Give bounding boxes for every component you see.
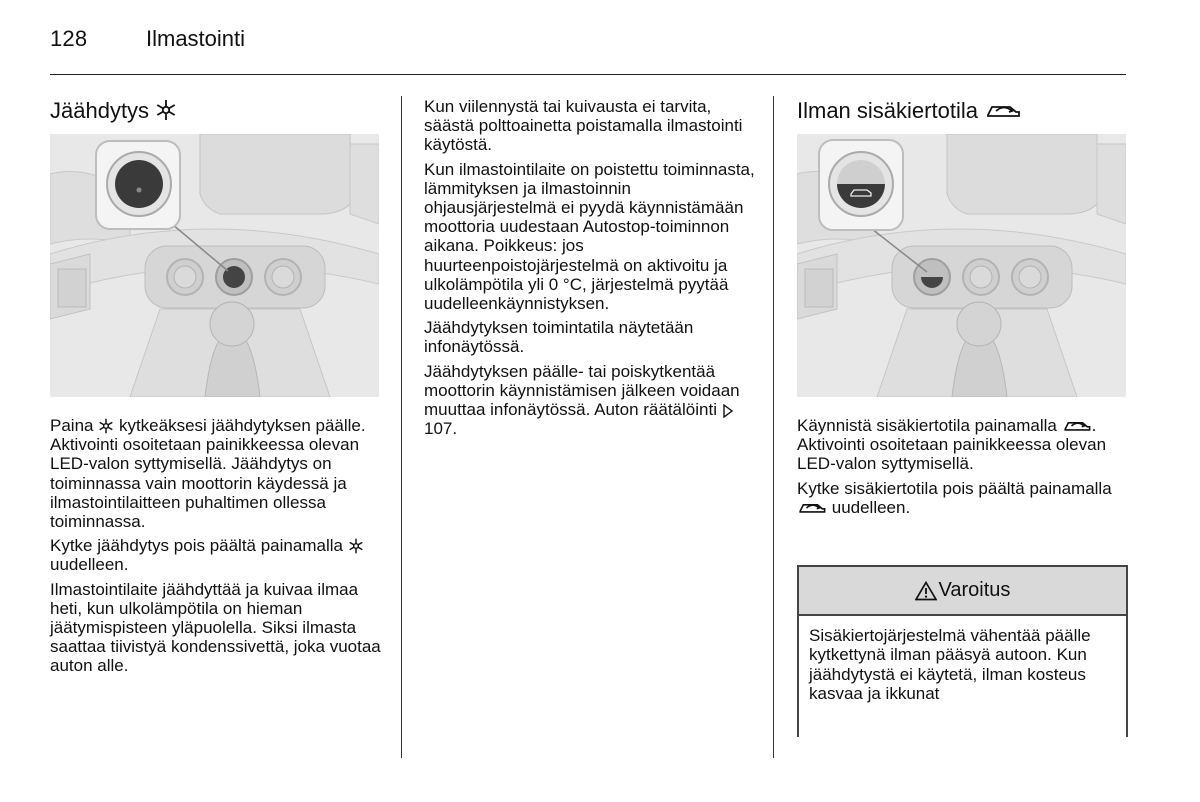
snowflake-icon bbox=[98, 418, 114, 434]
column-1-text bbox=[50, 416, 384, 681]
column-divider-left bbox=[401, 96, 402, 758]
chapter-title: Ilmastointi bbox=[146, 26, 246, 51]
illustration-cooling-button bbox=[50, 134, 379, 397]
text-run: Jäähdytyksen päälle- tai poiskytkentää moottorin käynnistämisen jälkeen voidaan muuttaa infonäytössä. Auton räätälöinti bbox=[424, 361, 740, 420]
illustration-recirculation-button bbox=[797, 134, 1126, 397]
paragraph bbox=[424, 362, 758, 439]
warning-triangle-icon bbox=[915, 581, 937, 601]
warning-text: Sisäkiertojärjestelmä vähentää päälle kytkettynä ilman pääsyä autoon. Kun jäähdytystä ei käytetä, ilman kosteus kasvaa ja ikkunat bbox=[809, 626, 1091, 704]
paragraph: Ilmastointilaite jäähdyttää ja kuivaa ilmaa heti, kun ulkolämpötila on hieman jäätymispisteen yläpuolella. Siksi ilmasta saattaa tiivistyä kondenssivettä, joka vuotaa auton alle. bbox=[50, 579, 381, 676]
text-run: kytkeäksesi jäähdytyksen päälle. Aktivointi osoitetaan painikkeessa olevan LED-valon syttymisellä. Jäähdytys on toiminnassa vain moottorin käydessä ja ilmastointilaitteen puhaltimen ollessa toiminnassa. bbox=[50, 416, 366, 532]
snowflake-icon bbox=[348, 538, 364, 554]
warning-header bbox=[799, 567, 1126, 616]
column-divider-right bbox=[773, 96, 774, 758]
paragraph bbox=[50, 416, 384, 531]
paragraph: Jäähdytyksen toimintatila näytetään infonäytössä. bbox=[424, 318, 694, 357]
recirculation-icon bbox=[797, 500, 827, 516]
paragraph bbox=[50, 536, 384, 574]
header-rule bbox=[50, 74, 1126, 75]
paragraph: Kun ilmastointilaite on poistettu toiminnasta, lämmityksen ja ilmastoinnin ohjausjärjestelmä ei pyydä käynnistämään moottoria uudestaan Autostop-toiminnon aikana. Poikkeus: jos huurteenpoistojärjestelmä on aktivoitu ja ulkolämpötila yli 0 °C, järjestelmä pyytää uudelleenkäynnistyksen. bbox=[424, 159, 755, 314]
text-run: . Aktivointi osoitetaan painikkeessa olevan LED-valon syttymisellä. bbox=[797, 416, 1107, 474]
text-run: Paina bbox=[50, 416, 94, 435]
warning-box bbox=[797, 565, 1128, 737]
paragraph: Kun viilennystä tai kuivausta ei tarvita, säästä polttoainetta poistamalla ilmastointi käytöstä. bbox=[424, 97, 743, 155]
text-run: uudelleen. bbox=[50, 555, 129, 575]
page-reference[interactable]: 107. bbox=[424, 419, 458, 439]
warning-title: Varoitus bbox=[938, 579, 1011, 601]
page-number: 128 bbox=[50, 26, 88, 51]
recirculation-icon bbox=[984, 101, 1022, 121]
heading-text: Ilman sisäkiertotila bbox=[797, 98, 978, 123]
text-run: Kytke jäähdytys pois päältä painamalla bbox=[50, 536, 343, 556]
section-heading-cooling bbox=[50, 98, 177, 124]
page-reference-arrow-icon bbox=[722, 404, 734, 418]
paragraph bbox=[797, 416, 1129, 474]
snowflake-icon bbox=[155, 99, 177, 121]
text-run: uudelleen. bbox=[831, 497, 911, 517]
column-2-text bbox=[424, 97, 758, 443]
text-run: Käynnistä sisäkiertotila painamalla bbox=[797, 416, 1057, 435]
text-run: Kytke sisäkiertotila pois päältä painamalla bbox=[797, 478, 1112, 498]
heading-text: Jäähdytys bbox=[50, 98, 150, 123]
paragraph bbox=[797, 479, 1129, 517]
section-heading-recirculation bbox=[797, 98, 1022, 124]
column-3-text bbox=[797, 416, 1129, 522]
recirculation-icon bbox=[1062, 418, 1092, 434]
